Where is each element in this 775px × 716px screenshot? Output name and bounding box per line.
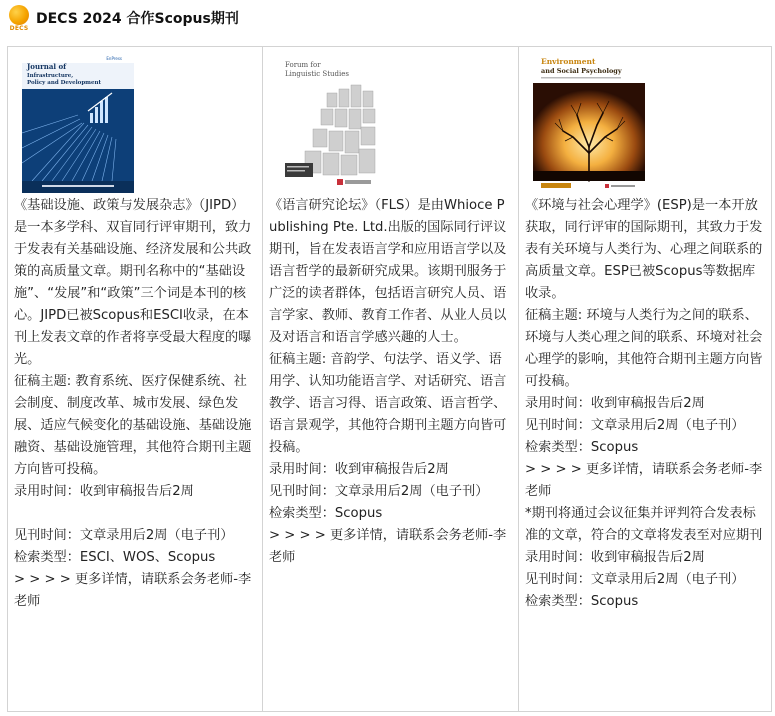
jipd-index-type: 检索类型：ESCI、WOS、Scopus <box>14 550 216 565</box>
jipd-accept-time: 录用时间：收到审稿报告后2周 <box>14 484 194 499</box>
esp-description: 《环境与社会心理学》(ESP)是一本开放获取，同行评审的国际期刊，其致力于发表有关环境与人类行为、心理之间联系的高质量文章。ESP已被Scopus等数据库收录。 <box>525 198 763 301</box>
jipd-publish-time: 见刊时间：文章录用后2周（电子刊） <box>14 528 234 543</box>
svg-text:Infrastructure,: Infrastructure, <box>27 73 74 79</box>
fls-contact-link[interactable]: > > > > 更多详情，请联系会务老师-李老师 <box>269 528 507 565</box>
jipd-contact-link[interactable]: > > > > 更多详情，请联系会务老师-李老师 <box>14 572 252 609</box>
decs-logo: DECS <box>8 3 30 33</box>
svg-text:Journal of: Journal of <box>27 62 67 71</box>
fls-index-type: 检索类型：Scopus <box>269 506 383 521</box>
fls-publish-time: 见刊时间：文章录用后2周（电子刊） <box>269 484 489 499</box>
journal-cell-jipd <box>8 47 263 712</box>
esp-publish-time-2: 见刊时间：文章录用后2周（电子刊） <box>525 572 745 587</box>
fls-description: 《语言研究论坛》（FLS）是由Whioce Publishing Pte. Ltd.出版的国际同行评议期刊，旨在发表语言学和应用语言学以及语言哲学的最新研究成果。该期刊服务于广泛的读者群体，包括语言研究人员、语言学家、教师、教育工作者、从业人员以及对语言和语言学感兴趣的人士。 <box>269 198 507 345</box>
jipd-cover-image[interactable] <box>22 53 134 193</box>
fls-cover-image[interactable] <box>277 53 389 193</box>
svg-text:and Social Psychology: and Social Psychology <box>541 67 622 75</box>
svg-text:Forum for: Forum for <box>285 61 321 69</box>
journal-table <box>7 46 772 712</box>
fls-accept-time: 录用时间：收到审稿报告后2周 <box>269 462 449 477</box>
esp-topics: 征稿主题: 环境与人类行为之间的联系、环境与人类心理之间的联系、环境对社会心理学的影响，其他符合期刊主题方向皆可投稿。 <box>525 308 763 389</box>
fls-topics: 征稿主题: 音韵学、句法学、语义学、语用学、认知功能语言学、对话研究、语言教学、语言习得、语言政策、语言哲学、语言景观学，其他符合期刊主题方向皆可投稿。 <box>269 352 507 455</box>
page-header <box>0 0 775 36</box>
esp-index-type: 检索类型：Scopus <box>525 440 639 455</box>
esp-accept-time-2: 录用时间：收到审稿报告后2周 <box>525 550 705 565</box>
svg-text:Environment: Environment <box>541 57 596 66</box>
esp-contact-link[interactable]: > > > > 更多详情，请联系会务老师-李老师 <box>525 462 763 499</box>
svg-text:Linguistic Studies: Linguistic Studies <box>285 70 349 78</box>
esp-accept-time: 录用时间：收到审稿报告后2周 <box>525 396 705 411</box>
esp-index-type-2: 检索类型：Scopus <box>525 594 639 609</box>
svg-text:EnPress: EnPress <box>106 56 122 61</box>
journal-cell-fls <box>263 47 519 712</box>
jipd-topics: 征稿主题: 教育系统、医疗保健系统、社会制度、制度改革、城市发展、绿色发展、适应气候变化的基础设施、基础设施融资、基础设施管理，其他符合期刊主题方向皆可投稿。 <box>14 374 252 477</box>
page-title: DECS 2024 合作Scopus期刊 <box>36 11 239 27</box>
journal-cell-esp <box>519 47 772 712</box>
jipd-description: 《基础设施、政策与发展杂志》（JIPD） 是一本多学科、双盲同行评审期刊，致力于发表有关基础设施、经济发展和公共政策的高质量文章。期刊名称中的“基础设施”、“发展”和“政策”三个词是本刊的核心。JIPD已被Scopus和ESCI收录，在本刊上发表文章的作者将享受最大程度的曝光。 <box>14 198 252 367</box>
esp-cover-image[interactable] <box>533 53 645 193</box>
svg-text:Policy and Development: Policy and Development <box>27 80 102 86</box>
esp-publish-time: 见刊时间：文章录用后2周（电子刊） <box>525 418 745 433</box>
esp-note: *期刊将通过会议征集并评判符合发表标准的文章，符合的文章将发表至对应期刊 <box>525 506 763 543</box>
